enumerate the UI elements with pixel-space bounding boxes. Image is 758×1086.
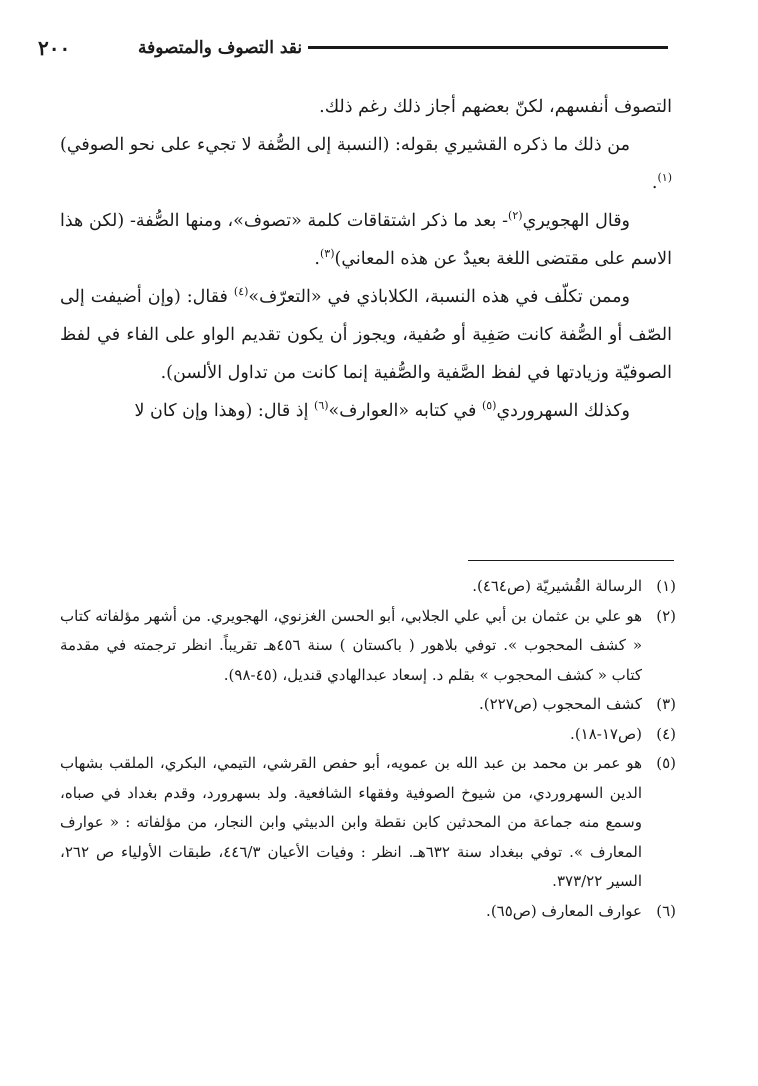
footnote-number: (٥)	[656, 754, 676, 772]
paragraph-3-text-a: وقال الهجويري	[522, 211, 631, 231]
footnote-item	[60, 602, 676, 691]
paragraph-5-text-c: إذ قال: (وهذا وإن كان لا	[134, 401, 315, 421]
footnote-number: (٤)	[656, 724, 676, 743]
header-rule	[308, 46, 668, 49]
paragraph-3-end: .	[314, 249, 320, 269]
footnote-ref-5: (٥)	[481, 399, 497, 413]
paragraph-3-text-b: - بعد ما ذكر اشتقاقات كلمة «تصوف»، ومنها الصُّفة- (لكن هذا الاسم على مقتضى اللغة بعيدٌ عن هذه المعاني)	[60, 211, 672, 269]
footnote-item	[60, 897, 676, 927]
paragraph-1: التصوف أنفسهم، لكنّ بعضهم أجاز ذلك رغم ذلك.	[319, 97, 672, 117]
footnote-text: هو عمر بن محمد بن عبد الله بن عمويه، أبو حفص القرشي، التيمي، البكري، الملقب بشهاب الدين السهروردي، من شيوخ الصوفية وفقهاء الشافعية. ولد بسهرورد، وقدم بغداد في صباه، وسمع منه جماعة من المحدثين كابن نقطة وابن الدبيثي وابن النجار، من مؤلفاته : « عوارف المعارف ». توفي ببغداد سنة ٦٣٢هـ. انظر : وفيات الأعيان ٤٤٦/٣، طبقات الأولياء ص ٢٦٢، السير ٣٧٣/٢٢.	[60, 754, 643, 890]
paragraph-4-text-b: فقال: (وإن أضيفت إلى الصّف أو الصُّفة كانت صَفِية أو صُفية، ويجوز أن يكون تقديم الواو على الفاء في لفظ الصوفيّة وزيادتها في لفظ الصَّفية والصُّفية إنما كانت من تداول الألسن).	[60, 287, 672, 383]
footnote-text: هو علي بن عثمان بن أبي علي الجلابي، أبو الحسن الغزنوي، الهجويري. من أشهر مؤلفاته كتاب « كشف المحجوب ». توفي بلاهور ( باكستان ) سنة ٤٥٦هـ تقريباً. انظر ترجمته في مقدمة كتاب « كشف المحجوب » بقلم د. إسعاد عبدالهادي قنديل، (٤٥-٩٨).	[60, 606, 643, 684]
paragraph-4	[60, 278, 672, 392]
footnote-text: كشف المحجوب (ص٢٢٧).	[478, 695, 642, 713]
footnote-ref-6: (٦)	[314, 399, 329, 413]
footnote-item	[60, 720, 676, 750]
paragraph-2-end: .	[651, 173, 658, 193]
footnote-number: (١)	[656, 577, 676, 595]
footnote-number: (٣)	[656, 695, 676, 713]
footnote-number: (٦)	[656, 901, 676, 920]
footnote-ref-4: (٤)	[233, 285, 249, 299]
footnote-item	[60, 749, 676, 897]
main-text	[60, 88, 672, 430]
footnote-separator	[468, 560, 674, 561]
footnote-text: عوارف المعارف (ص٦٥).	[486, 901, 642, 920]
paragraph-2-text: من ذلك ما ذكره القشيري بقوله: (النسبة إلى الصُّفة لا تجيء على نحو الصوفي)	[60, 135, 630, 155]
paragraph-5	[60, 392, 672, 430]
running-header	[38, 36, 668, 62]
footnote-ref-2: (٢)	[508, 209, 523, 223]
page-number: ٢٠٠	[38, 36, 71, 60]
footnote-item	[60, 572, 676, 602]
footnote-text: الرسالة القُشيريّة (ص٤٦٤).	[472, 577, 642, 595]
footnote-ref-3: (٣)	[319, 247, 335, 261]
footnote-number: (٢)	[656, 606, 676, 625]
paragraph-5-text-b: في كتابه «العوارف»	[328, 401, 482, 421]
footnote-text: (ص١٧-١٨).	[570, 724, 642, 743]
running-title: نقد التصوف والمتصوفة	[138, 38, 303, 58]
footnote-ref-1: (١)	[657, 171, 672, 185]
paragraph-4-text-a: وممن تكلّف في هذه النسبة، الكلاباذي في «التعرّف»	[248, 287, 630, 307]
footnotes	[60, 572, 676, 926]
paragraph-5-text-a: وكذلك السهروردي	[496, 401, 630, 421]
paragraph-2	[60, 126, 672, 202]
paragraph-3	[60, 202, 672, 278]
footnote-item	[60, 690, 676, 720]
